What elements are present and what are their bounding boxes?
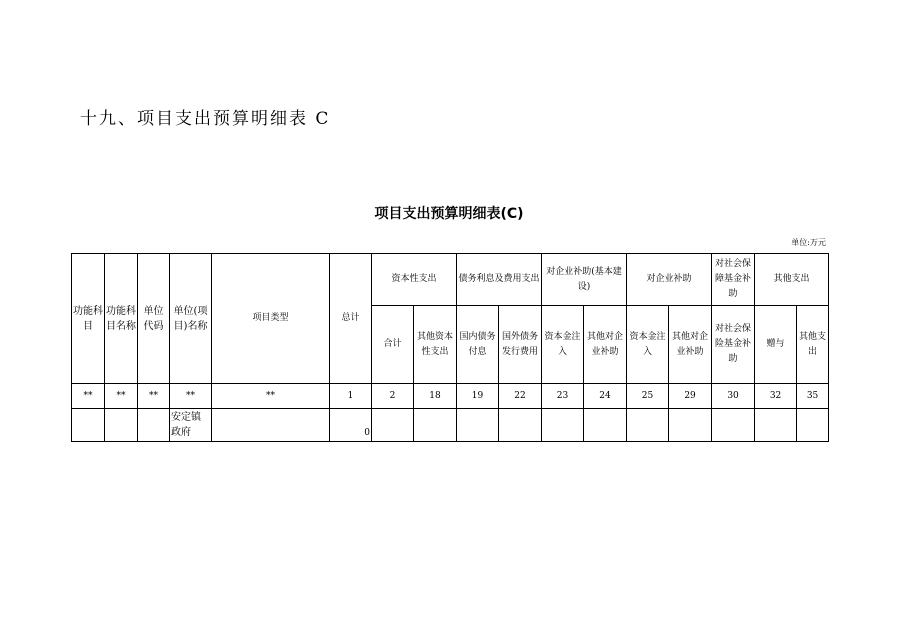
data-cell bbox=[457, 409, 499, 442]
sub-other-ent-1: 其他对企业补助 bbox=[584, 306, 627, 384]
sub-gift: 赠与 bbox=[755, 306, 797, 384]
code-cell: 30 bbox=[712, 384, 755, 409]
sub-foreign-debt: 国外债务发行费用 bbox=[499, 306, 542, 384]
header-project-type: 项目类型 bbox=[212, 254, 330, 384]
unit-label: 单位:万元 bbox=[791, 238, 826, 247]
sub-capital-inject-2: 资本金注入 bbox=[627, 306, 669, 384]
code-cell: ** bbox=[72, 384, 105, 409]
data-cell bbox=[584, 409, 627, 442]
data-cell bbox=[212, 409, 330, 442]
code-row bbox=[72, 384, 829, 409]
data-cell bbox=[542, 409, 584, 442]
data-cell bbox=[627, 409, 669, 442]
code-cell: 25 bbox=[627, 384, 669, 409]
data-unit-name: 安定镇政府 bbox=[170, 409, 212, 442]
header-total: 总计 bbox=[330, 254, 372, 384]
data-cell bbox=[372, 409, 414, 442]
data-total: 0 bbox=[330, 409, 372, 442]
budget-table bbox=[71, 253, 829, 442]
header-ent-subsidy: 对企业补助 bbox=[627, 254, 712, 306]
code-cell: ** bbox=[170, 384, 212, 409]
code-cell: ** bbox=[212, 384, 330, 409]
sub-heji: 合计 bbox=[372, 306, 414, 384]
sub-other-capital: 其他资本性支出 bbox=[414, 306, 457, 384]
code-cell: ** bbox=[105, 384, 138, 409]
data-cell bbox=[755, 409, 797, 442]
code-cell: 1 bbox=[330, 384, 372, 409]
header-func-code: 功能科目 bbox=[72, 254, 105, 384]
data-cell bbox=[669, 409, 712, 442]
data-cell bbox=[414, 409, 457, 442]
data-cell bbox=[72, 409, 105, 442]
code-cell: 18 bbox=[414, 384, 457, 409]
header-capital: 资本性支出 bbox=[372, 254, 457, 306]
code-cell: 2 bbox=[372, 384, 414, 409]
header-debt: 债务利息及费用支出 bbox=[457, 254, 542, 306]
data-cell bbox=[138, 409, 170, 442]
data-cell bbox=[105, 409, 138, 442]
code-cell: 35 bbox=[797, 384, 829, 409]
table-title: 项目支出预算明细表(C) bbox=[374, 206, 524, 222]
sub-domestic-debt: 国内债务付息 bbox=[457, 306, 499, 384]
code-cell: 24 bbox=[584, 384, 627, 409]
header-other: 其他支出 bbox=[755, 254, 829, 306]
header-func-name: 功能科目名称 bbox=[105, 254, 138, 384]
sub-other: 其他支出 bbox=[797, 306, 829, 384]
header-unit-code: 单位代码 bbox=[138, 254, 170, 384]
data-row bbox=[72, 409, 829, 442]
code-cell: 19 bbox=[457, 384, 499, 409]
code-cell: 29 bbox=[669, 384, 712, 409]
code-cell: 22 bbox=[499, 384, 542, 409]
header-social-fund: 对社会保障基金补助 bbox=[712, 254, 755, 306]
data-cell bbox=[797, 409, 829, 442]
data-cell bbox=[712, 409, 755, 442]
code-cell: 32 bbox=[755, 384, 797, 409]
page-heading: 十九、项目支出预算明细表 C bbox=[80, 109, 331, 129]
header-unit-name: 单位(项目)名称 bbox=[170, 254, 212, 384]
code-cell: 23 bbox=[542, 384, 584, 409]
data-cell bbox=[499, 409, 542, 442]
sub-other-ent-2: 其他对企业补助 bbox=[669, 306, 712, 384]
sub-capital-inject-1: 资本金注入 bbox=[542, 306, 584, 384]
header-ent-subsidy-basic: 对企业补助(基本建设) bbox=[542, 254, 627, 306]
sub-social-fund: 对社会保险基金补助 bbox=[712, 306, 755, 384]
header-row-1 bbox=[72, 254, 829, 306]
code-cell: ** bbox=[138, 384, 170, 409]
